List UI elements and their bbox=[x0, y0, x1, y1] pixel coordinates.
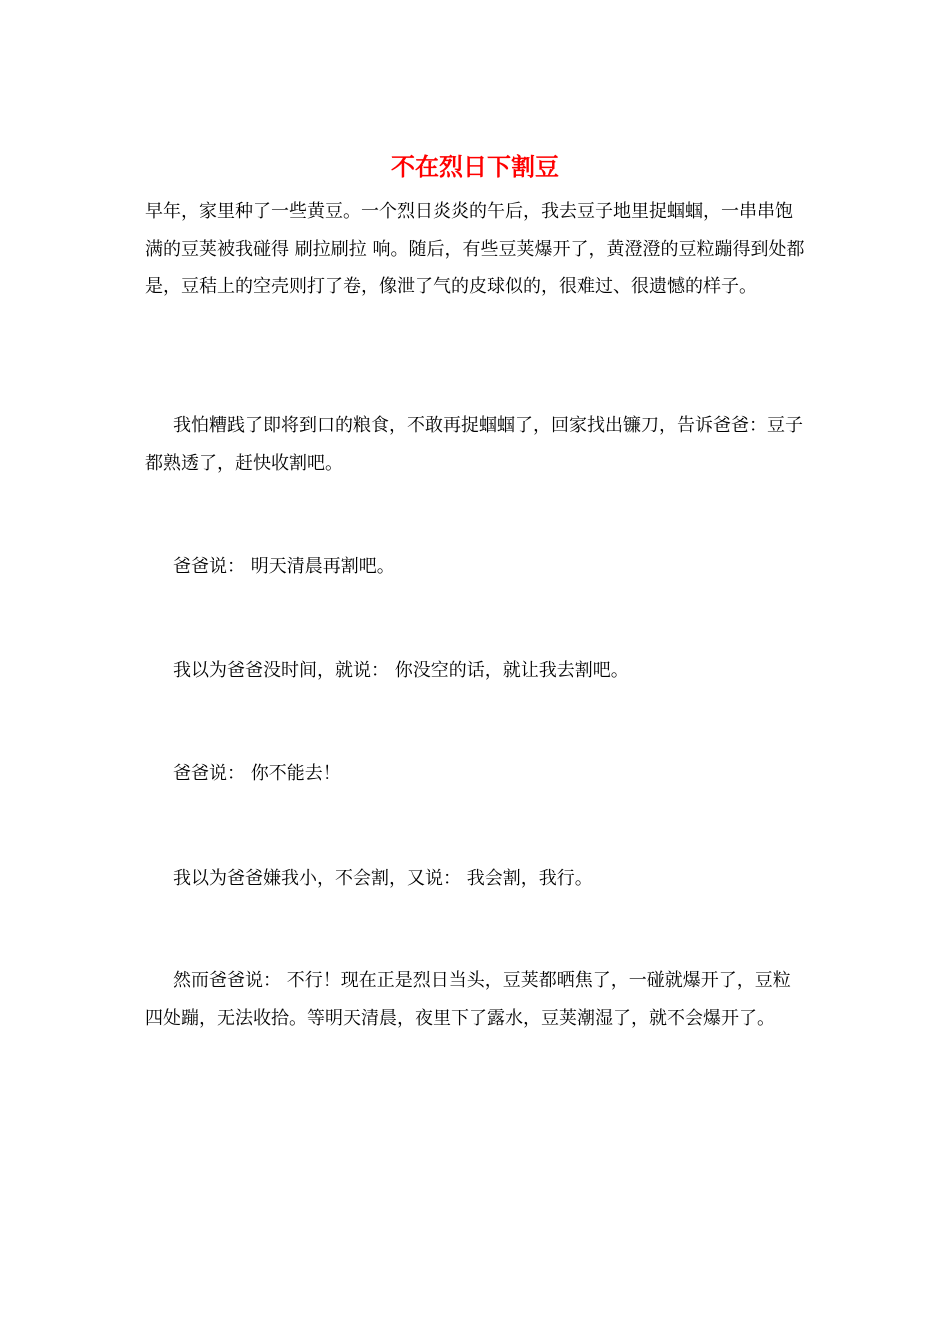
document-title: 不在烈日下割豆 bbox=[391, 153, 559, 181]
paragraph-2: 我怕糟践了即将到口的粮食，不敢再捉蝈蝈了，回家找出镰刀，告诉爸爸：豆子都熟透了，赶快收割吧。 bbox=[145, 415, 803, 474]
paragraph-3: 爸爸说： 明天清晨再割吧。 bbox=[173, 556, 395, 577]
paragraph-7: 然而爸爸说： 不行！现在正是烈日当头，豆荚都晒焦了，一碰就爆开了，豆粒四处蹦，无法收拾。等明天清晨，夜里下了露水，豆荚潮湿了，就不会爆开了。 bbox=[145, 970, 791, 1029]
paragraph-1: 早年，家里种了一些黄豆。一个烈日炎炎的午后，我去豆子地里捉蝈蝈，一串串饱满的豆荚被我碰得 刷拉刷拉 响。随后，有些豆荚爆开了，黄澄澄的豆粒蹦得到处都是，豆秸上的空壳则打了卷，像泄了气的皮球似的，很难过、很遗憾的样子。 bbox=[145, 201, 805, 297]
paragraph-5: 爸爸说： 你不能去！ bbox=[173, 763, 341, 784]
paragraph-6: 我以为爸爸嫌我小，不会割，又说： 我会割，我行。 bbox=[173, 868, 593, 889]
paragraph-4: 我以为爸爸没时间，就说： 你没空的话，就让我去割吧。 bbox=[173, 660, 629, 681]
